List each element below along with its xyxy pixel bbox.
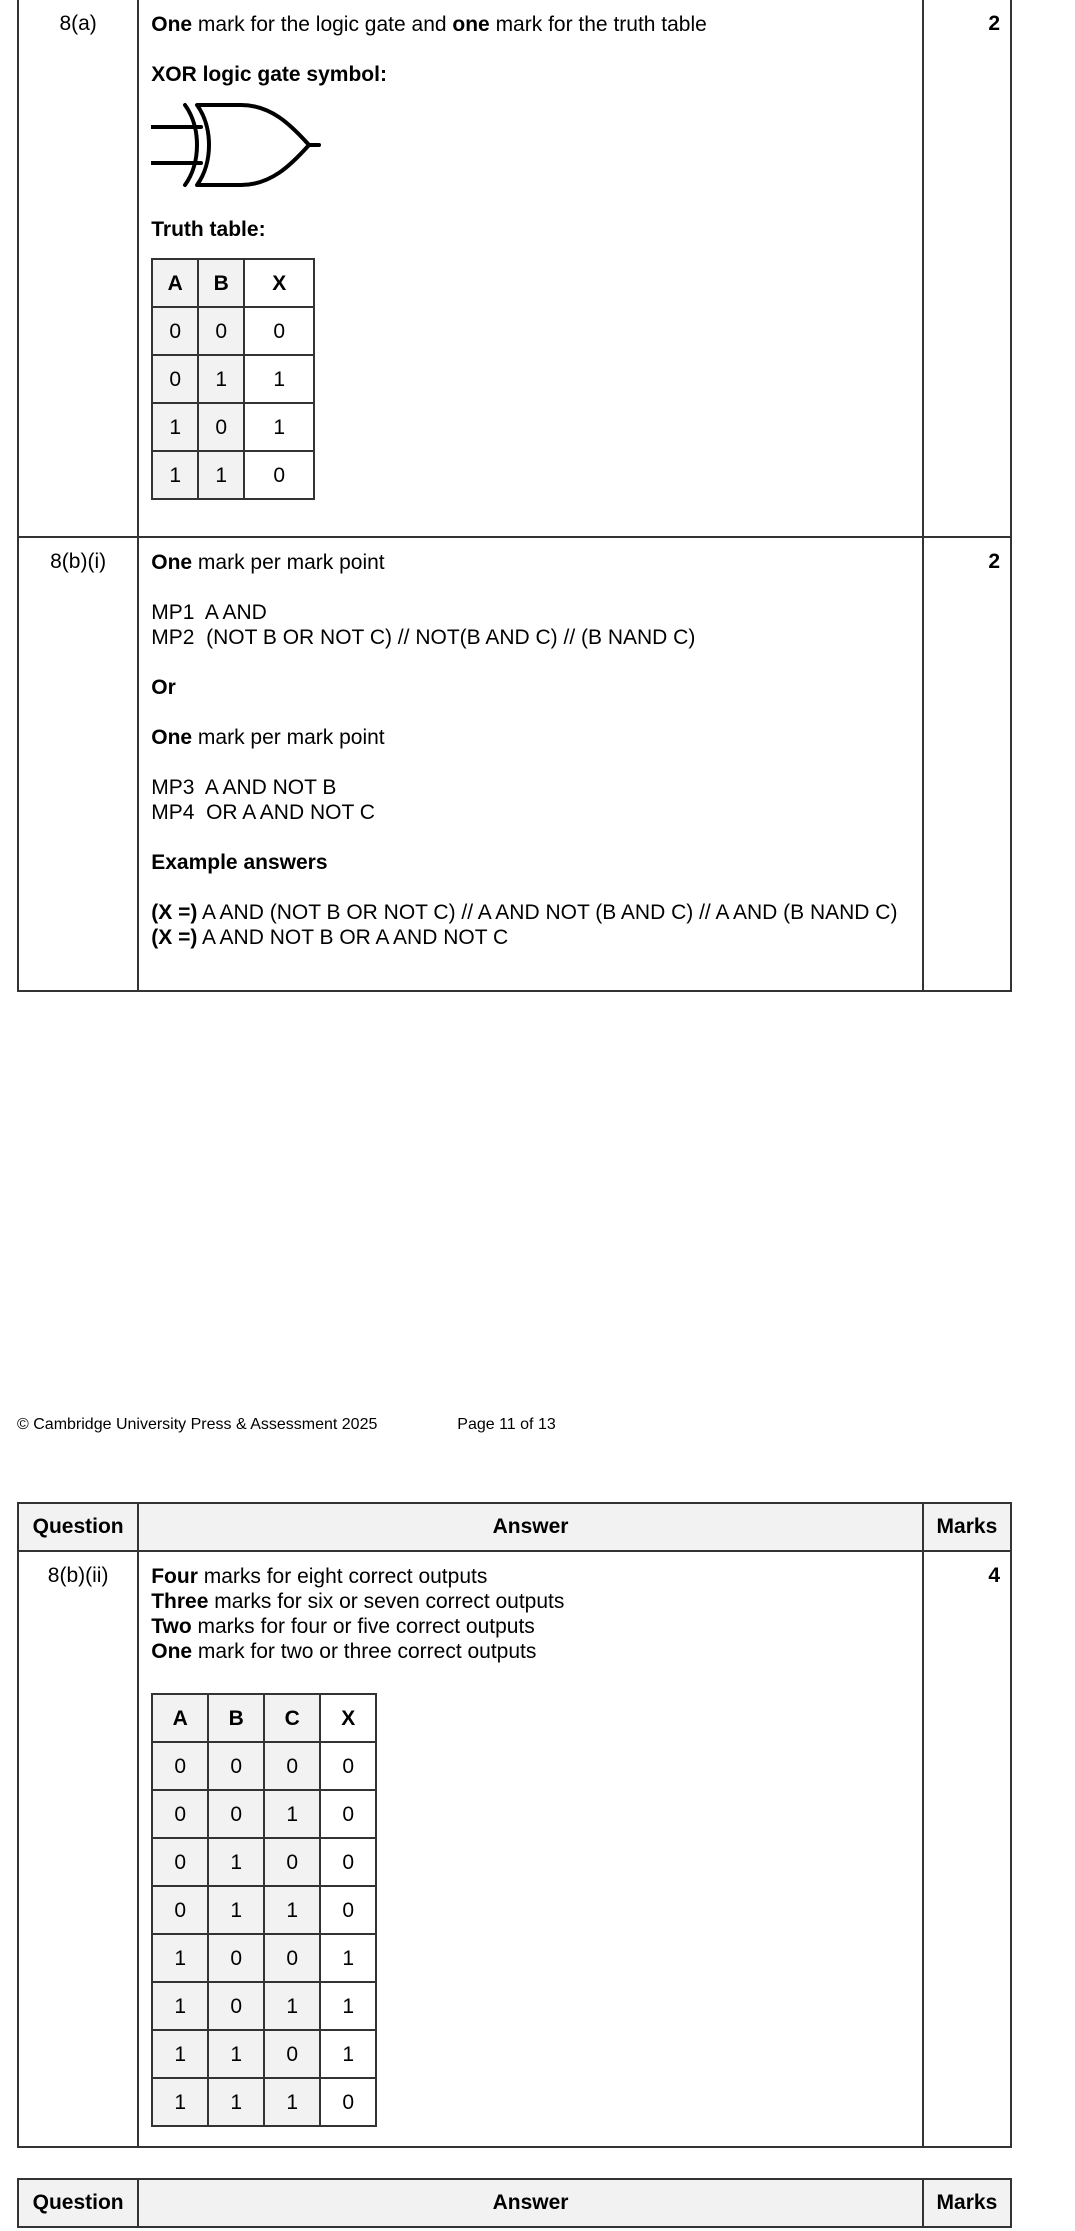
- text: marks for eight correct outputs: [197, 1565, 488, 1588]
- bold-text: One: [151, 726, 193, 749]
- bold-text: Three: [151, 1590, 209, 1613]
- answer-line: [151, 575, 910, 600]
- answer-line: [151, 550, 910, 575]
- output-cell: 0: [244, 451, 314, 499]
- row-8bii: [18, 1551, 1011, 2147]
- truth-table-row: [152, 2030, 376, 2078]
- input-cell: 1: [208, 1886, 264, 1934]
- input-cell: 0: [152, 1790, 208, 1838]
- answer-line: [151, 1614, 910, 1639]
- truth-table-row: [152, 1790, 376, 1838]
- page-number: Page 11 of 13: [457, 1416, 556, 1433]
- col-header: A: [152, 1694, 208, 1742]
- answer-line: [151, 775, 910, 800]
- table-header-row: [18, 1503, 1011, 1551]
- input-cell: 1: [198, 451, 244, 499]
- input-cell: 0: [198, 307, 244, 355]
- answer-cell: [138, 0, 923, 537]
- truth-table-row: [152, 1886, 376, 1934]
- output-cell: 0: [320, 1790, 376, 1838]
- input-cell: 1: [152, 451, 198, 499]
- input-cell: 0: [264, 1742, 320, 1790]
- answer-line: [151, 700, 910, 725]
- input-cell: 0: [264, 1838, 320, 1886]
- input-cell: 0: [208, 1742, 264, 1790]
- input-cell: 0: [208, 1934, 264, 1982]
- question-number: 8(a): [18, 0, 138, 537]
- truth-table-8bii: [151, 1693, 377, 2127]
- answer-line: [151, 1589, 910, 1614]
- xor-gate-icon: [151, 101, 910, 195]
- input-cell: 1: [152, 1934, 208, 1982]
- truth-table-row: [152, 2078, 376, 2126]
- text: mark per mark point: [192, 726, 385, 749]
- input-cell: 1: [208, 2030, 264, 2078]
- bold-text: One: [151, 551, 193, 574]
- text: MP4 OR A AND NOT C: [151, 801, 375, 824]
- page-footer: [17, 1416, 556, 1434]
- answer-line: [151, 725, 910, 750]
- text: A AND (NOT B OR NOT C) // A AND NOT (B AND C) // A AND (B NAND C): [197, 901, 898, 924]
- marks-value: 2: [923, 537, 1011, 991]
- answer-line: [151, 675, 910, 700]
- input-cell: 0: [152, 355, 198, 403]
- answer-line: [151, 750, 910, 775]
- input-cell: 1: [264, 2078, 320, 2126]
- truth-table-row: [152, 307, 314, 355]
- input-cell: 0: [152, 1742, 208, 1790]
- text: A AND NOT B OR A AND NOT C: [197, 926, 509, 949]
- truth-table-row: [152, 355, 314, 403]
- row-8bi: [18, 537, 1011, 991]
- input-cell: 1: [152, 2030, 208, 2078]
- output-cell: 1: [244, 355, 314, 403]
- col-header: B: [208, 1694, 264, 1742]
- input-cell: 0: [208, 1982, 264, 2030]
- answer-line: [151, 1639, 910, 1664]
- mark-scheme-table-bottom: [17, 1502, 1012, 2148]
- input-cell: 0: [152, 1886, 208, 1934]
- truth-table-row: [152, 451, 314, 499]
- output-cell: 1: [244, 403, 314, 451]
- input-cell: 0: [208, 1790, 264, 1838]
- row-8a: [18, 0, 1011, 537]
- col-header: X: [244, 259, 314, 307]
- text: mark per mark point: [192, 551, 385, 574]
- input-cell: 1: [152, 2078, 208, 2126]
- answer-line: [151, 825, 910, 850]
- input-cell: 1: [264, 1982, 320, 2030]
- col-header: X: [320, 1694, 376, 1742]
- answer-header: Answer: [138, 1503, 923, 1551]
- question-number: 8(b)(i): [18, 537, 138, 991]
- input-cell: 1: [208, 1838, 264, 1886]
- marks-header: Marks: [923, 2179, 1011, 2227]
- output-cell: 0: [320, 2078, 376, 2126]
- output-cell: 1: [320, 1934, 376, 1982]
- text: mark for two or three correct outputs: [192, 1640, 537, 1663]
- answer-line: [151, 800, 910, 825]
- gate-heading: XOR logic gate symbol:: [151, 63, 387, 86]
- answer-header: Answer: [138, 2179, 923, 2227]
- truth-table-heading: Truth table:: [151, 218, 266, 241]
- input-cell: 1: [208, 2078, 264, 2126]
- answer-line: [151, 1564, 910, 1589]
- answer-intro: [151, 12, 910, 37]
- marks-value: 4: [923, 1551, 1011, 2147]
- question-header: Question: [18, 1503, 138, 1551]
- bold-text: (X =): [151, 901, 198, 924]
- input-cell: 0: [198, 403, 244, 451]
- truth-table-8a: [151, 258, 315, 500]
- truth-table-row: [152, 1982, 376, 2030]
- input-cell: 1: [152, 403, 198, 451]
- text: mark for the logic gate and: [192, 13, 453, 36]
- text: marks for four or five correct outputs: [191, 1615, 535, 1638]
- mark-scheme-table-next: [17, 2178, 1012, 2228]
- col-header: C: [264, 1694, 320, 1742]
- answer-cell: [138, 537, 923, 991]
- input-cell: 0: [152, 307, 198, 355]
- text: MP2 (NOT B OR NOT C) // NOT(B AND C) // (B NAND C): [151, 626, 696, 649]
- copyright-text: © Cambridge University Press & Assessment 2025: [17, 1416, 378, 1433]
- truth-table-row: [152, 1838, 376, 1886]
- marks-value: 2: [923, 0, 1011, 537]
- answer-line: [151, 850, 910, 875]
- bold-text: Or: [151, 676, 176, 699]
- text: MP3 A AND NOT B: [151, 776, 337, 799]
- input-cell: 1: [264, 1790, 320, 1838]
- output-cell: 1: [320, 2030, 376, 2078]
- truth-table-row: [152, 1934, 376, 1982]
- output-cell: 0: [320, 1838, 376, 1886]
- bold-text: Example answers: [151, 851, 328, 874]
- input-cell: 0: [264, 2030, 320, 2078]
- answer-line: [151, 925, 910, 950]
- bold-text: One: [151, 13, 193, 36]
- input-cell: 0: [152, 1838, 208, 1886]
- marks-header: Marks: [923, 1503, 1011, 1551]
- answer-cell: [138, 1551, 923, 2147]
- table-header-row: [18, 2179, 1011, 2227]
- text: mark for the truth table: [489, 13, 707, 36]
- bold-text: Two: [151, 1615, 192, 1638]
- bold-text: (X =): [151, 926, 198, 949]
- text: marks for six or seven correct outputs: [208, 1590, 565, 1613]
- answer-line: [151, 900, 910, 925]
- input-cell: 1: [152, 1982, 208, 2030]
- output-cell: 0: [320, 1886, 376, 1934]
- answer-line: [151, 650, 910, 675]
- input-cell: 1: [198, 355, 244, 403]
- truth-table-row: [152, 1742, 376, 1790]
- col-header: A: [152, 259, 198, 307]
- bold-text: Four: [151, 1565, 198, 1588]
- mark-scheme-table-top: [17, 0, 1012, 992]
- question-number: 8(b)(ii): [18, 1551, 138, 2147]
- text: MP1 A AND: [151, 601, 267, 624]
- output-cell: 1: [320, 1982, 376, 2030]
- truth-table-row: [152, 403, 314, 451]
- question-header: Question: [18, 2179, 138, 2227]
- input-cell: 1: [264, 1886, 320, 1934]
- col-header: B: [198, 259, 244, 307]
- output-cell: 0: [244, 307, 314, 355]
- answer-line: [151, 600, 910, 625]
- input-cell: 0: [264, 1934, 320, 1982]
- bold-text: one: [452, 13, 490, 36]
- answer-line: [151, 625, 910, 650]
- bold-text: One: [151, 1640, 193, 1663]
- answer-line: [151, 875, 910, 900]
- output-cell: 0: [320, 1742, 376, 1790]
